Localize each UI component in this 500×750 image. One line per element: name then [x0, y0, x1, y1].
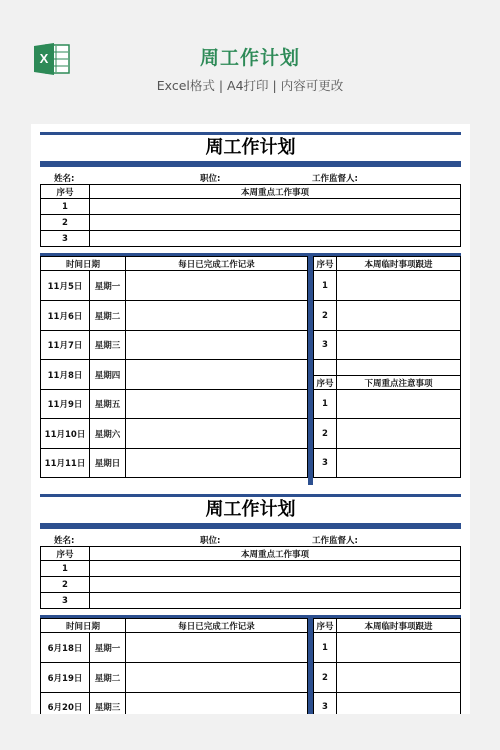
table-row: 1	[41, 561, 461, 577]
table-row: 11月8日 星期四	[41, 360, 308, 390]
editable-cell[interactable]	[126, 390, 308, 419]
editable-cell[interactable]	[126, 693, 308, 715]
position-label: 职位:	[200, 536, 221, 546]
logo-letter: X	[39, 51, 49, 66]
col-header-done: 每日已完成工作记录	[126, 257, 308, 271]
position-label: 职位:	[200, 174, 221, 184]
daily-log-table	[40, 256, 308, 478]
editable-cell[interactable]	[90, 215, 461, 231]
editable-cell[interactable]	[337, 449, 461, 478]
editable-cell[interactable]	[337, 390, 461, 419]
editable-cell[interactable]	[126, 419, 308, 449]
table-row: 2	[314, 663, 461, 693]
table-row: 3	[41, 231, 461, 247]
table-row: 1	[314, 633, 461, 663]
editable-cell[interactable]	[337, 693, 461, 715]
table-row: 2	[41, 577, 461, 593]
table-row: 3	[314, 331, 461, 360]
table-row: 1	[314, 390, 461, 419]
table-row: 11月6日 星期二	[41, 301, 308, 331]
col-header-key-tasks: 本周重点工作事项	[90, 185, 461, 199]
editable-cell[interactable]	[90, 593, 461, 609]
table-row: 11月7日 星期三	[41, 331, 308, 360]
key-tasks-table: 序号 本周重点工作事项 1 2 3	[40, 546, 461, 609]
table-row: 2	[41, 215, 461, 231]
info-row	[40, 167, 461, 184]
col-header-next: 下周重点注意事项	[337, 376, 461, 390]
table-row: 3	[314, 449, 461, 478]
editable-cell[interactable]	[337, 271, 461, 301]
table-row: 6月19日 星期二	[41, 663, 308, 693]
sheet	[40, 132, 461, 485]
editable-cell[interactable]	[90, 561, 461, 577]
daily-log-table: 时间日期 每日已完成工作记录 6月18日 星期一 6月19日 星期二 6月20日 星期三	[40, 618, 308, 714]
editable-cell[interactable]	[90, 577, 461, 593]
editable-cell[interactable]	[337, 419, 461, 449]
editable-cell[interactable]	[126, 663, 308, 693]
table-row: 2	[314, 301, 461, 331]
editable-cell[interactable]	[126, 633, 308, 663]
col-header-date: 时间日期	[41, 257, 126, 271]
col-header-temp: 本周临时事项跟进	[337, 257, 461, 271]
table-row: 11月10日 星期六	[41, 419, 308, 449]
temp-items-table: 序号 本周临时事项跟进 1 2 3 序号 下周重点注意事项 1 2 3	[313, 256, 461, 478]
editable-cell[interactable]	[337, 301, 461, 331]
table-row: 3	[314, 693, 461, 715]
key-tasks-table	[40, 184, 461, 247]
table-row: 2	[314, 419, 461, 449]
table-row: 11月11日 星期日	[41, 449, 308, 478]
table-row: 6月20日 星期三	[41, 693, 308, 715]
weekly-section	[40, 256, 461, 485]
editable-cell[interactable]	[126, 271, 308, 301]
editable-cell[interactable]	[337, 331, 461, 360]
sheet-title: 周工作计划	[205, 137, 296, 158]
col-header-key-tasks: 本周重点工作事项	[90, 547, 461, 561]
editable-cell[interactable]	[90, 231, 461, 247]
editable-cell[interactable]	[126, 331, 308, 360]
info-row	[40, 529, 461, 546]
table-row: 3	[41, 593, 461, 609]
weekly-section	[40, 618, 461, 714]
supervisor-label: 工作监督人:	[312, 536, 358, 546]
name-label: 姓名:	[54, 536, 75, 546]
document-preview	[31, 124, 470, 714]
supervisor-label: 工作监督人:	[312, 174, 358, 184]
table-row: 1	[41, 199, 461, 215]
temp-items-table: 序号 本周临时事项跟进 1 2 3	[313, 618, 461, 714]
table-row: 6月18日 星期一	[41, 633, 308, 663]
editable-cell[interactable]	[337, 663, 461, 693]
editable-cell[interactable]	[90, 199, 461, 215]
name-label: 姓名:	[54, 174, 75, 184]
page-title: 周工作计划	[199, 47, 300, 69]
col-header-no: 序号	[41, 185, 90, 199]
editable-cell[interactable]	[126, 360, 308, 390]
editable-cell[interactable]	[126, 301, 308, 331]
editable-cell[interactable]	[337, 633, 461, 663]
page-subtitle: Excel格式 | A4打印 | 内容可更改	[156, 78, 344, 93]
sheet	[40, 494, 461, 714]
page-header	[0, 0, 500, 110]
sheet-title: 周工作计划	[205, 499, 296, 520]
table-row: 1	[314, 271, 461, 301]
table-row: 11月5日 星期一	[41, 271, 308, 301]
editable-cell[interactable]	[126, 449, 308, 478]
table-row: 11月9日 星期五	[41, 390, 308, 419]
